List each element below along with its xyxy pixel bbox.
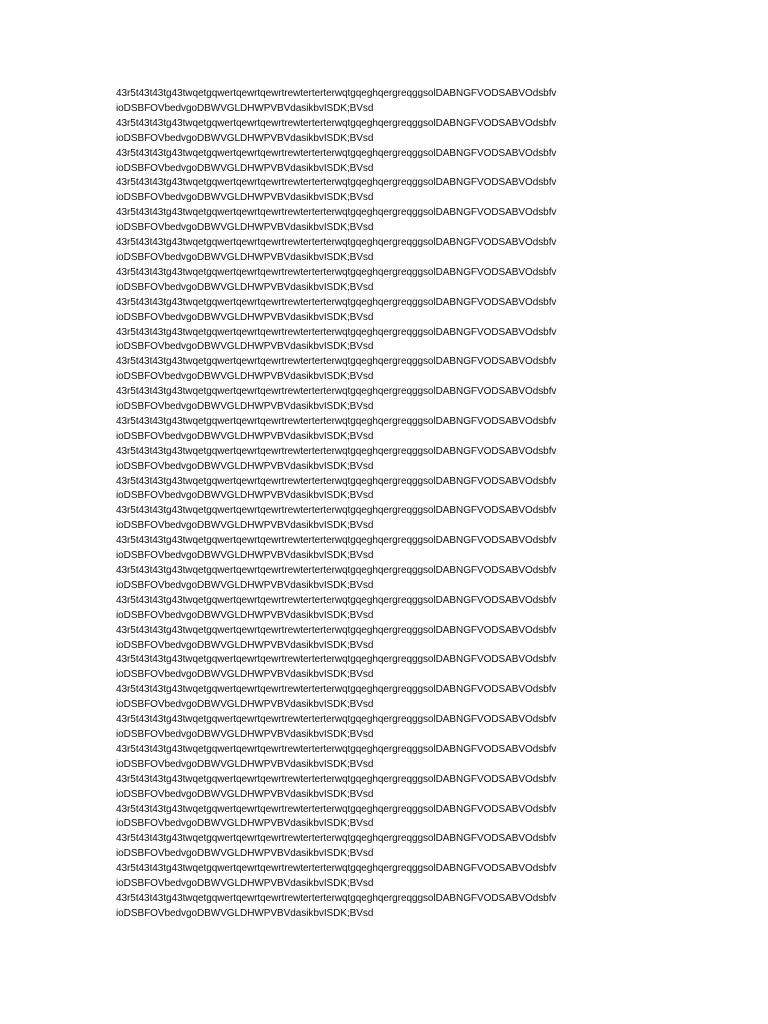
text-paragraph	[116, 683, 656, 713]
text-line-secondary: ioDSBFOVbedvgoDBWVGLDHWPVBVdasikbvISDK;BVsd	[116, 848, 374, 860]
text-paragraph	[116, 713, 656, 743]
text-line-primary: 43r5t43t43tg43twqetgqwertqewrtqewrtrewterterterwqtgqeghqergreqggsolDABNGFVODSABVOdsbfv	[116, 356, 557, 368]
text-line-secondary: ioDSBFOVbedvgoDBWVGLDHWPVBVdasikbvISDK;BVsd	[116, 728, 374, 740]
text-line-primary: 43r5t43t43tg43twqetgqwertqewrtqewrtrewterterterwqtgqeghqergreqggsolDABNGFVODSABVOdsbfv	[116, 207, 557, 219]
document-body	[116, 87, 656, 922]
text-line-primary: 43r5t43t43tg43twqetgqwertqewrtqewrtrewterterterwqtgqeghqergreqggsolDABNGFVODSABVOdsbfv	[116, 505, 557, 517]
text-line-primary: 43r5t43t43tg43twqetgqwertqewrtqewrtrewterterterwqtgqeghqergreqggsolDABNGFVODSABVOdsbfv	[116, 535, 557, 547]
text-paragraph	[116, 534, 656, 564]
text-line-primary: 43r5t43t43tg43twqetgqwertqewrtqewrtrewterterterwqtgqeghqergreqggsolDABNGFVODSABVOdsbfv	[116, 833, 557, 845]
text-line-secondary: ioDSBFOVbedvgoDBWVGLDHWPVBVdasikbvISDK;BVsd	[116, 460, 374, 472]
text-line-primary: 43r5t43t43tg43twqetgqwertqewrtqewrtrewterterterwqtgqeghqergreqggsolDABNGFVODSABVOdsbfv	[116, 803, 557, 815]
text-paragraph	[116, 564, 656, 594]
text-line-secondary: ioDSBFOVbedvgoDBWVGLDHWPVBVdasikbvISDK;BVsd	[116, 251, 374, 263]
text-paragraph	[116, 206, 656, 236]
text-line-secondary: ioDSBFOVbedvgoDBWVGLDHWPVBVdasikbvISDK;BVsd	[116, 311, 374, 323]
text-line-secondary: ioDSBFOVbedvgoDBWVGLDHWPVBVdasikbvISDK;BVsd	[116, 102, 374, 114]
text-line-secondary: ioDSBFOVbedvgoDBWVGLDHWPVBVdasikbvISDK;BVsd	[116, 818, 374, 830]
text-paragraph	[116, 147, 656, 177]
text-line-secondary: ioDSBFOVbedvgoDBWVGLDHWPVBVdasikbvISDK;BVsd	[116, 758, 374, 770]
text-line-secondary: ioDSBFOVbedvgoDBWVGLDHWPVBVdasikbvISDK;BVsd	[116, 281, 374, 293]
text-paragraph	[116, 773, 656, 803]
text-line-primary: 43r5t43t43tg43twqetgqwertqewrtqewrtrewterterterwqtgqeghqergreqggsolDABNGFVODSABVOdsbfv	[116, 177, 557, 189]
text-paragraph	[116, 445, 656, 475]
text-paragraph	[116, 266, 656, 296]
text-paragraph	[116, 892, 656, 922]
text-line-primary: 43r5t43t43tg43twqetgqwertqewrtqewrtrewterterterwqtgqeghqergreqggsolDABNGFVODSABVOdsbfv	[116, 117, 557, 129]
text-line-secondary: ioDSBFOVbedvgoDBWVGLDHWPVBVdasikbvISDK;BVsd	[116, 132, 374, 144]
text-paragraph	[116, 117, 656, 147]
text-line-primary: 43r5t43t43tg43twqetgqwertqewrtqewrtrewterterterwqtgqeghqergreqggsolDABNGFVODSABVOdsbfv	[116, 475, 557, 487]
text-paragraph	[116, 504, 656, 534]
text-line-primary: 43r5t43t43tg43twqetgqwertqewrtqewrtrewterterterwqtgqeghqergreqggsolDABNGFVODSABVOdsbfv	[116, 624, 557, 636]
text-paragraph	[116, 624, 656, 654]
text-line-primary: 43r5t43t43tg43twqetgqwertqewrtqewrtrewterterterwqtgqeghqergreqggsolDABNGFVODSABVOdsbfv	[116, 892, 557, 904]
text-line-primary: 43r5t43t43tg43twqetgqwertqewrtqewrtrewterterterwqtgqeghqergreqggsolDABNGFVODSABVOdsbfv	[116, 773, 557, 785]
text-line-secondary: ioDSBFOVbedvgoDBWVGLDHWPVBVdasikbvISDK;BVsd	[116, 579, 374, 591]
text-line-primary: 43r5t43t43tg43twqetgqwertqewrtqewrtrewterterterwqtgqeghqergreqggsolDABNGFVODSABVOdsbfv	[116, 386, 557, 398]
text-line-secondary: ioDSBFOVbedvgoDBWVGLDHWPVBVdasikbvISDK;BVsd	[116, 878, 374, 890]
text-line-primary: 43r5t43t43tg43twqetgqwertqewrtqewrtrewterterterwqtgqeghqergreqggsolDABNGFVODSABVOdsbfv	[116, 863, 557, 875]
text-line-secondary: ioDSBFOVbedvgoDBWVGLDHWPVBVdasikbvISDK;BVsd	[116, 341, 374, 353]
text-paragraph	[116, 176, 656, 206]
text-line-secondary: ioDSBFOVbedvgoDBWVGLDHWPVBVdasikbvISDK;BVsd	[116, 550, 374, 562]
text-paragraph	[116, 355, 656, 385]
text-line-primary: 43r5t43t43tg43twqetgqwertqewrtqewrtrewterterterwqtgqeghqergreqggsolDABNGFVODSABVOdsbfv	[116, 237, 557, 249]
text-line-primary: 43r5t43t43tg43twqetgqwertqewrtqewrtrewterterterwqtgqeghqergreqggsolDABNGFVODSABVOdsbfv	[116, 714, 557, 726]
text-paragraph	[116, 415, 656, 445]
text-line-primary: 43r5t43t43tg43twqetgqwertqewrtqewrtrewterterterwqtgqeghqergreqggsolDABNGFVODSABVOdsbfv	[116, 88, 557, 99]
text-line-primary: 43r5t43t43tg43twqetgqwertqewrtqewrtrewterterterwqtgqeghqergreqggsolDABNGFVODSABVOdsbfv	[116, 684, 557, 696]
text-paragraph	[116, 862, 656, 892]
text-line-primary: 43r5t43t43tg43twqetgqwertqewrtqewrtrewterterterwqtgqeghqergreqggsolDABNGFVODSABVOdsbfv	[116, 743, 557, 755]
text-line-secondary: ioDSBFOVbedvgoDBWVGLDHWPVBVdasikbvISDK;BVsd	[116, 162, 374, 174]
text-line-secondary: ioDSBFOVbedvgoDBWVGLDHWPVBVdasikbvISDK;BVsd	[116, 788, 374, 800]
text-paragraph	[116, 803, 656, 833]
text-paragraph	[116, 296, 656, 326]
text-line-secondary: ioDSBFOVbedvgoDBWVGLDHWPVBVdasikbvISDK;BVsd	[116, 609, 374, 621]
text-line-secondary: ioDSBFOVbedvgoDBWVGLDHWPVBVdasikbvISDK;BVsd	[116, 192, 374, 204]
text-paragraph	[116, 87, 656, 117]
text-paragraph	[116, 832, 656, 862]
text-line-primary: 43r5t43t43tg43twqetgqwertqewrtqewrtrewterterterwqtgqeghqergreqggsolDABNGFVODSABVOdsbfv	[116, 565, 557, 576]
text-line-primary: 43r5t43t43tg43twqetgqwertqewrtqewrtrewterterterwqtgqeghqergreqggsolDABNGFVODSABVOdsbfv	[116, 266, 557, 278]
text-line-primary: 43r5t43t43tg43twqetgqwertqewrtqewrtrewterterterwqtgqeghqergreqggsolDABNGFVODSABVOdsbfv	[116, 654, 557, 666]
text-line-secondary: ioDSBFOVbedvgoDBWVGLDHWPVBVdasikbvISDK;BVsd	[116, 699, 374, 711]
text-paragraph	[116, 594, 656, 624]
text-line-secondary: ioDSBFOVbedvgoDBWVGLDHWPVBVdasikbvISDK;BVsd	[116, 669, 374, 681]
text-line-primary: 43r5t43t43tg43twqetgqwertqewrtqewrtrewterterterwqtgqeghqergreqggsolDABNGFVODSABVOdsbfv	[116, 296, 557, 308]
text-line-primary: 43r5t43t43tg43twqetgqwertqewrtqewrtrewterterterwqtgqeghqergreqggsolDABNGFVODSABVOdsbfv	[116, 326, 557, 338]
text-line-secondary: ioDSBFOVbedvgoDBWVGLDHWPVBVdasikbvISDK;BVsd	[116, 222, 374, 234]
text-line-secondary: ioDSBFOVbedvgoDBWVGLDHWPVBVdasikbvISDK;BVsd	[116, 639, 374, 651]
text-line-primary: 43r5t43t43tg43twqetgqwertqewrtqewrtrewterterterwqtgqeghqergreqggsolDABNGFVODSABVOdsbfv	[116, 415, 557, 427]
text-paragraph	[116, 653, 656, 683]
text-paragraph	[116, 236, 656, 266]
text-paragraph	[116, 385, 656, 415]
text-line-secondary: ioDSBFOVbedvgoDBWVGLDHWPVBVdasikbvISDK;BVsd	[116, 430, 374, 442]
text-line-primary: 43r5t43t43tg43twqetgqwertqewrtqewrtrewterterterwqtgqeghqergreqggsolDABNGFVODSABVOdsbfv	[116, 147, 557, 159]
text-line-primary: 43r5t43t43tg43twqetgqwertqewrtqewrtrewterterterwqtgqeghqergreqggsolDABNGFVODSABVOdsbfv	[116, 594, 557, 606]
text-paragraph	[116, 326, 656, 356]
text-line-secondary: ioDSBFOVbedvgoDBWVGLDHWPVBVdasikbvISDK;BVsd	[116, 371, 374, 383]
text-line-secondary: ioDSBFOVbedvgoDBWVGLDHWPVBVdasikbvISDK;BVsd	[116, 401, 374, 413]
text-line-secondary: ioDSBFOVbedvgoDBWVGLDHWPVBVdasikbvISDK;BVsd	[116, 520, 374, 532]
text-paragraph	[116, 743, 656, 773]
text-paragraph	[116, 475, 656, 505]
text-line-primary: 43r5t43t43tg43twqetgqwertqewrtqewrtrewterterterwqtgqeghqergreqggsolDABNGFVODSABVOdsbfv	[116, 445, 557, 457]
text-line-secondary: ioDSBFOVbedvgoDBWVGLDHWPVBVdasikbvISDK;BVsd	[116, 907, 374, 919]
text-line-secondary: ioDSBFOVbedvgoDBWVGLDHWPVBVdasikbvISDK;BVsd	[116, 490, 374, 502]
